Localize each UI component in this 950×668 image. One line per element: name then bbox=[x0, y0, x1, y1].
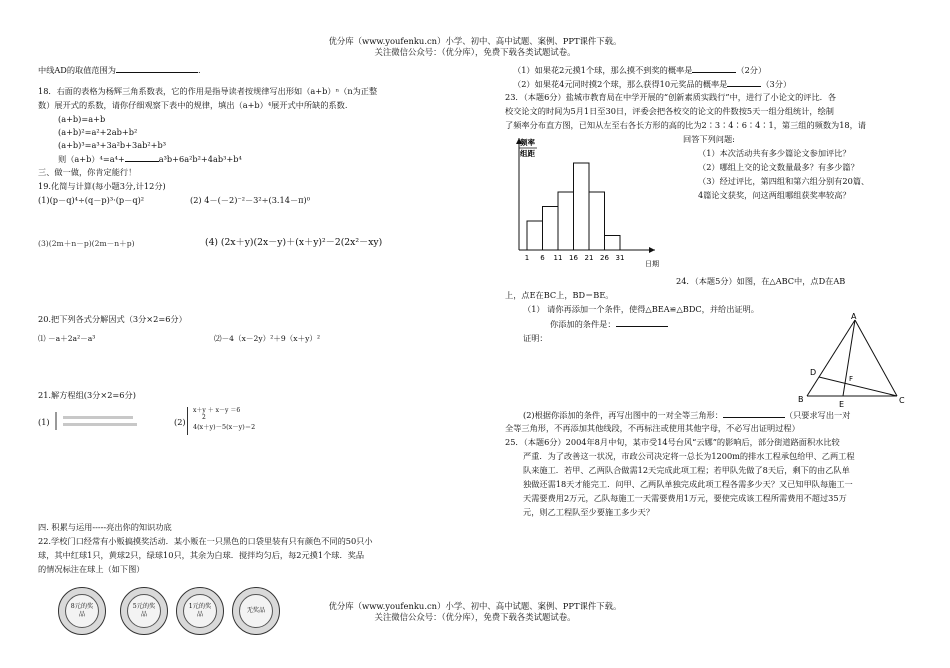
answer-blank bbox=[116, 63, 198, 73]
q22-sub2-points: （3分） bbox=[761, 79, 792, 89]
q23-line2: 校交论文的时间为5月1日至30日，评委会把各校交的论文的件数按5天一组分组统计，绘制 bbox=[505, 106, 834, 116]
q20-title: 20.把下列各式分解因式（3分×2=6分） bbox=[38, 314, 187, 324]
faint-equation bbox=[63, 423, 137, 426]
q25-line1: 25．（本题6分）2004年8月中旬，某市受14号台风“云娜”的影响后，部分街道路面积水比较 bbox=[505, 437, 840, 447]
answer-blank bbox=[692, 63, 736, 73]
q23-line3: 了频率分布直方图，已知从左至右各长方形的高的比为2∶3∶4∶6∶4∶1，第三组的频数为18，请 bbox=[505, 120, 866, 130]
q24-part2-note: （只要求写出一对 bbox=[784, 410, 851, 420]
q18-formula4-b: a³b+6a²b²+4ab³+b⁴ bbox=[158, 154, 242, 164]
q23-sub1: （1）本次活动共有多少篇论文参加评比？ bbox=[698, 148, 851, 158]
q18-formula4-a: 则（a+b）⁴=a⁴+ bbox=[58, 154, 125, 164]
q23-sub2: （2）哪组上交的论文数量最多？有多少篇？ bbox=[698, 162, 859, 172]
footer-line1: 优分库（www.youfenku.cn）小学、初中、高中试题、案例、PPT课件下载。 bbox=[328, 601, 622, 611]
answer-blank bbox=[727, 77, 761, 87]
q24-part2-line1 bbox=[523, 408, 850, 422]
histogram-bar bbox=[605, 236, 621, 251]
q18-formula3: (a+b)³=a³+3a²b+3ab²+b³ bbox=[58, 140, 167, 150]
x-tick-label: 26 bbox=[600, 254, 609, 262]
q25-line5: 天需要费用2万元，乙队每施工一天需要费用1万元，要使完成该工程所需费用不超过35万 bbox=[523, 493, 847, 503]
q23-line4: 回答下列问题: bbox=[683, 134, 735, 144]
prize-ball-label: 无奖品 bbox=[239, 594, 273, 628]
x-label: 日期 bbox=[645, 260, 659, 268]
section4-title: 四. 积累与运用-----亮出你的知识功底 bbox=[38, 522, 172, 532]
q21-2-num2: x－y bbox=[215, 407, 229, 414]
histogram-bars bbox=[527, 163, 620, 250]
q19-4: (4) (2x＋y)(2x－y)＋(x＋y)²－2(2x²－xy) bbox=[205, 237, 383, 248]
q19-2: (2) 4－(－2)⁻²－3²÷(3.14－π)⁰ bbox=[190, 195, 310, 205]
q20-2: ⑵－4（x－2y）²＋9（x＋y）² bbox=[214, 334, 321, 343]
answer-blank bbox=[723, 408, 785, 418]
q24-line5: 证明： bbox=[523, 333, 548, 343]
histogram-bar bbox=[558, 192, 574, 250]
x-tick-label: 6 bbox=[540, 254, 545, 262]
q21-title: 21.解方程组(3分×2=6分) bbox=[38, 390, 136, 400]
q24-part2-line2: 全等三角形，不再添加其他线段，不再标注或使用其他字母，不必写出证明过程） bbox=[505, 423, 800, 433]
answer-blank bbox=[125, 152, 159, 162]
q21-2-label: (2) bbox=[174, 417, 186, 427]
prize-ball-8 bbox=[58, 587, 106, 635]
frequency-histogram bbox=[505, 132, 665, 272]
q22-line3: 的情况标注在球上（如下图） bbox=[38, 564, 145, 574]
q20-1: ⑴ －a＋2a²－a³ bbox=[38, 334, 96, 343]
q17-text: 中线AD的取值范围为 bbox=[38, 65, 116, 75]
q22-line1: 22.学校门口经常有小贩搞摸奖活动．某小贩在一只黑色的口袋里装有只有颜色不同的50只小 bbox=[38, 536, 373, 546]
q24-line3: （1） 请你再添加一个条件，使得△BEA≌△BDC，并给出证明。 bbox=[523, 304, 759, 314]
q25-line6: 元，则乙工程队至少要施工多少天？ bbox=[523, 507, 655, 517]
q22-sub1 bbox=[513, 63, 766, 77]
q21-2-plus: ＋ bbox=[207, 407, 214, 414]
q19-1: (1)(p－q)⁴÷(q－p)³·(p－q)² bbox=[38, 195, 145, 205]
q18-formula1: (a+b)=a+b bbox=[58, 114, 106, 124]
q17-tail: 中线AD的取值范围为 . bbox=[38, 65, 201, 75]
faint-equation bbox=[63, 416, 133, 419]
q22-sub2 bbox=[513, 77, 791, 91]
x-tick-label: 21 bbox=[584, 254, 594, 262]
label-b: B bbox=[798, 395, 804, 404]
q21-1-system bbox=[53, 410, 143, 432]
q22-sub1-points: （2分） bbox=[736, 65, 767, 75]
label-c: C bbox=[899, 396, 905, 405]
histogram-bar bbox=[589, 192, 605, 250]
q23-sub3: （3）经过评比，第四组和第六组分别有20篇、 bbox=[698, 176, 870, 186]
segment-dc bbox=[819, 377, 897, 396]
q24-condition-label: 你添加的条件是： bbox=[550, 319, 616, 329]
x-tick-label: 16 bbox=[569, 254, 578, 262]
x-tick-label: 31 bbox=[615, 254, 625, 262]
header-line1: 优分库（www.youfenku.cn）小学、初中、高中试题、案例、PPT课件下载。 bbox=[328, 36, 622, 46]
histogram-bar bbox=[527, 221, 543, 250]
q19-3: (3)(2m＋n－p)(2m－n＋p) bbox=[38, 239, 135, 248]
q21-2-denominator: 2 bbox=[202, 414, 206, 421]
label-f: F bbox=[849, 375, 854, 383]
prize-ball-label: 8元的奖品 bbox=[65, 594, 99, 628]
triangle-figure bbox=[795, 310, 915, 410]
q23-line1: 23．（本题6分）盐城市教育局在中学开展的“创新素质实践行”中，进行了小论文的评比．各 bbox=[505, 92, 837, 102]
q19-title: 19.化简与计算(每小题3分,计12分) bbox=[38, 181, 166, 191]
histogram-bar bbox=[574, 163, 590, 250]
label-a: A bbox=[851, 312, 857, 321]
label-e: E bbox=[839, 400, 845, 409]
y-label-top: 频率 bbox=[520, 138, 535, 147]
q24-line4 bbox=[550, 317, 668, 331]
x-tick-label: 1 bbox=[524, 254, 530, 262]
prize-ball-label: 1元的奖品 bbox=[183, 594, 217, 628]
section3-title: 三、做一做，你肯定能行！ bbox=[38, 167, 137, 177]
prize-ball-label: 5元的奖品 bbox=[127, 594, 161, 628]
answer-blank bbox=[616, 317, 668, 327]
y-label-bottom: 组距 bbox=[520, 149, 535, 158]
x-tick-label: 11 bbox=[553, 254, 563, 262]
side-ac bbox=[855, 320, 897, 396]
x-axis-arrow bbox=[649, 247, 655, 253]
histogram-bar bbox=[543, 207, 559, 251]
q21-1-label: (1) bbox=[38, 417, 50, 427]
q21-2-row1 bbox=[193, 407, 240, 414]
q24-line1: 24．（本题5分）如图，在△ABC中，点D在AB bbox=[676, 276, 846, 286]
q22-sub2-text: （2）如果花4元同时摸2个球，那么获得10元奖品的概率是 bbox=[513, 79, 728, 89]
q21-2-system bbox=[187, 407, 278, 435]
q18-formula4 bbox=[58, 152, 242, 166]
q18-line1: 18．右面的表格为杨辉三角系数表，它的作用是指导读者按规律写出形如（a+b）ⁿ（n为正整 bbox=[38, 86, 378, 96]
q24-part2-text: (2)根据你添加的条件，再写出图中的一对全等三角形： bbox=[523, 410, 723, 420]
q22-sub1-text: （1）如果花2元摸1个球，那么摸不到奖的概率是 bbox=[513, 65, 693, 75]
q25-line4: 独做还需18天才能完工．问甲、乙两队单独完成此项工程各需多少天？又已知甲队每施工一 bbox=[523, 479, 853, 489]
q25-line3: 队来施工．若甲、乙两队合做需12天完成此项工程；若甲队先做了8天后，剩下的由乙队单 bbox=[523, 465, 850, 475]
header-line2: 关注微信公众号：（优分库），免费下载各类试题试卷。 bbox=[374, 47, 576, 57]
q22-line2: 球，其中红球1只，黄球2只，绿球10只，其余为白球．搅拌均匀后，每2元摸1个球．奖品 bbox=[38, 550, 365, 560]
q21-2-num1: x＋y bbox=[193, 407, 206, 414]
side-ab bbox=[807, 320, 855, 396]
prize-ball-1 bbox=[176, 587, 224, 635]
q24-line2: 上，点E在BC上，BD＝BE。 bbox=[505, 290, 614, 300]
footer-line2: 关注微信公众号：（优分库），免费下载各类试题试卷。 bbox=[374, 612, 576, 622]
prize-ball-5 bbox=[120, 587, 168, 635]
q21-2-row2: 4(x＋y)－5(x－y)＝2 bbox=[193, 423, 256, 431]
histogram-ticks bbox=[525, 254, 625, 262]
q25-line2: 严重．为了改善这一状况，市政公司决定将一总长为1200m的排水工程承包给甲、乙两工程 bbox=[523, 451, 855, 461]
q21-2-eq: ＝6 bbox=[230, 407, 241, 414]
q23-sub4: 4篇论文获奖，问这两组哪组获奖率较高？ bbox=[698, 190, 851, 200]
q18-formula2: (a+b)²=a²+2ab+b² bbox=[58, 127, 138, 137]
label-d: D bbox=[810, 368, 817, 377]
q18-line2: 数）展开式的系数，请你仔细观察下表中的规律，填出（a+b）⁴展开式中所缺的系数. bbox=[38, 100, 348, 110]
